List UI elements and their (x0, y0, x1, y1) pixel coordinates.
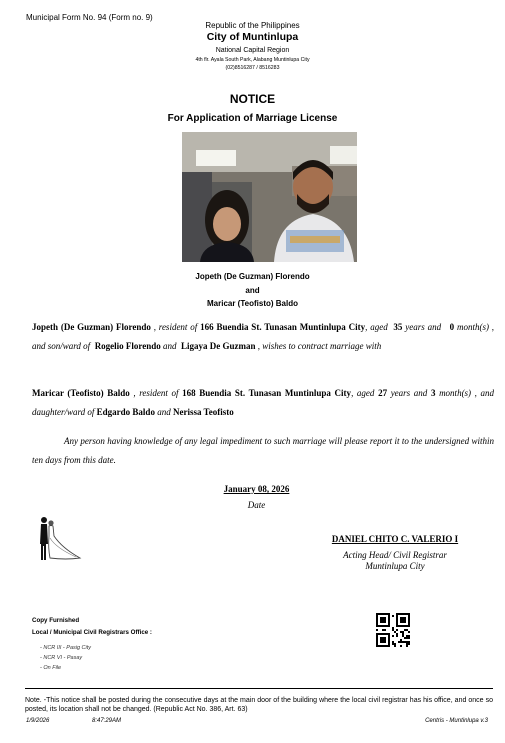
bride-and-label: and (157, 407, 171, 417)
groom-father: Rogelio Florendo (94, 341, 161, 351)
groom-paragraph (32, 318, 494, 356)
office-phone: (02)8516287 / 8516283 (225, 65, 280, 71)
list-item: - On File (40, 665, 62, 671)
copy-furnished-office: Local / Municipal Civil Registrars Office : (32, 629, 152, 636)
groom-tail: , wishes to contract marriage with (257, 341, 382, 351)
registrar-title: Acting Head/ Civil Registrar (343, 550, 447, 560)
posting-note: Note. -This notice shall be posted during the consecutive days at the main door of the building where the local civil registrar has his office, and once so posted, its location shall not be changed. (Republic Act No. 386, Art. 63) (25, 697, 493, 713)
groom-months: 0 (449, 322, 455, 332)
copy-furnished-title: Copy Furnished (32, 617, 80, 624)
bride-father: Edgardo Baldo (96, 407, 155, 417)
registrar-name: DANIEL CHITO C. VALERIO I (331, 534, 459, 544)
bride-mother: Nerissa Teofisto (172, 407, 234, 417)
bride-name-caption: Maricar (Teofisto) Baldo (207, 299, 298, 308)
date-label: Date (247, 500, 266, 510)
registrar-title-block (280, 550, 505, 572)
groom-aged-label: , aged (365, 322, 388, 332)
groom-age: 35 (393, 322, 403, 332)
wedding-couple-icon-graphic (36, 514, 84, 562)
bride-name: Maricar (Teofisto) Baldo (32, 388, 130, 398)
couple-photo (182, 132, 357, 262)
bride-resident-label: , resident of (133, 388, 179, 398)
and-caption: and (245, 285, 260, 295)
qr-code-icon (376, 613, 410, 647)
groom-name-caption: Jopeth (De Guzman) Florendo (195, 272, 310, 281)
bride-address: 168 Buendia St. Tunasan Muntinlupa City (182, 388, 352, 398)
republic-label: Republic of the Philippines (205, 21, 300, 30)
bride-paragraph (32, 384, 494, 422)
groom-and-label: and (427, 322, 442, 332)
footer-divider (25, 688, 493, 689)
qr-code-graphic (376, 613, 410, 647)
page-subtitle: For Application of Marriage License (167, 113, 338, 124)
print-time: 8:47:29AM (92, 718, 122, 724)
groom-months-label: month(s) , and son/ward of (32, 322, 495, 351)
bride-months-label: month(s) , and daughter/ward of (32, 388, 495, 417)
wedding-couple-icon (36, 514, 84, 562)
couple-names (0, 270, 505, 311)
form-number: Municipal Form No. 94 (Form no. 9) (26, 13, 153, 22)
print-date: 1/9/2026 (26, 718, 50, 724)
list-item: - NCR VI - Pasay (40, 655, 83, 661)
bride-age: 27 (378, 388, 388, 398)
copy-furnished-block (32, 615, 152, 639)
page-title: NOTICE (229, 92, 276, 106)
region-label: National Capital Region (215, 47, 290, 54)
notice-date: January 08, 2026 (223, 484, 290, 494)
city-name: City of Muntinlupa (206, 31, 299, 43)
groom-and-label-2: and (163, 341, 177, 351)
registrar-city: Muntinlupa City (365, 561, 425, 571)
groom-name: Jopeth (De Guzman) Florendo (32, 322, 151, 332)
groom-resident-label: , resident of (153, 322, 198, 332)
impediment-paragraph: Any person having knowledge of any legal impediment to such marriage will please report it to the undersigned within ten days from this date. (32, 436, 494, 465)
list-item: - NCR III - Pasig City (40, 645, 92, 651)
office-address: 4th flr. Ayala South Park, Alabang Muntinlupa City (195, 57, 310, 63)
couple-photo-image (182, 132, 357, 262)
system-version: Centris - Muntinlupa v.3 (425, 718, 488, 724)
bride-years-label: years and (390, 388, 428, 398)
groom-address: 166 Buendia St. Tunasan Muntinlupa City (200, 322, 366, 332)
bride-aged-label: , aged (351, 388, 375, 398)
bride-months: 3 (430, 388, 436, 398)
groom-mother: Ligaya De Guzman (181, 341, 256, 351)
groom-years-label: years (405, 322, 425, 332)
copy-furnished-list (40, 643, 91, 673)
